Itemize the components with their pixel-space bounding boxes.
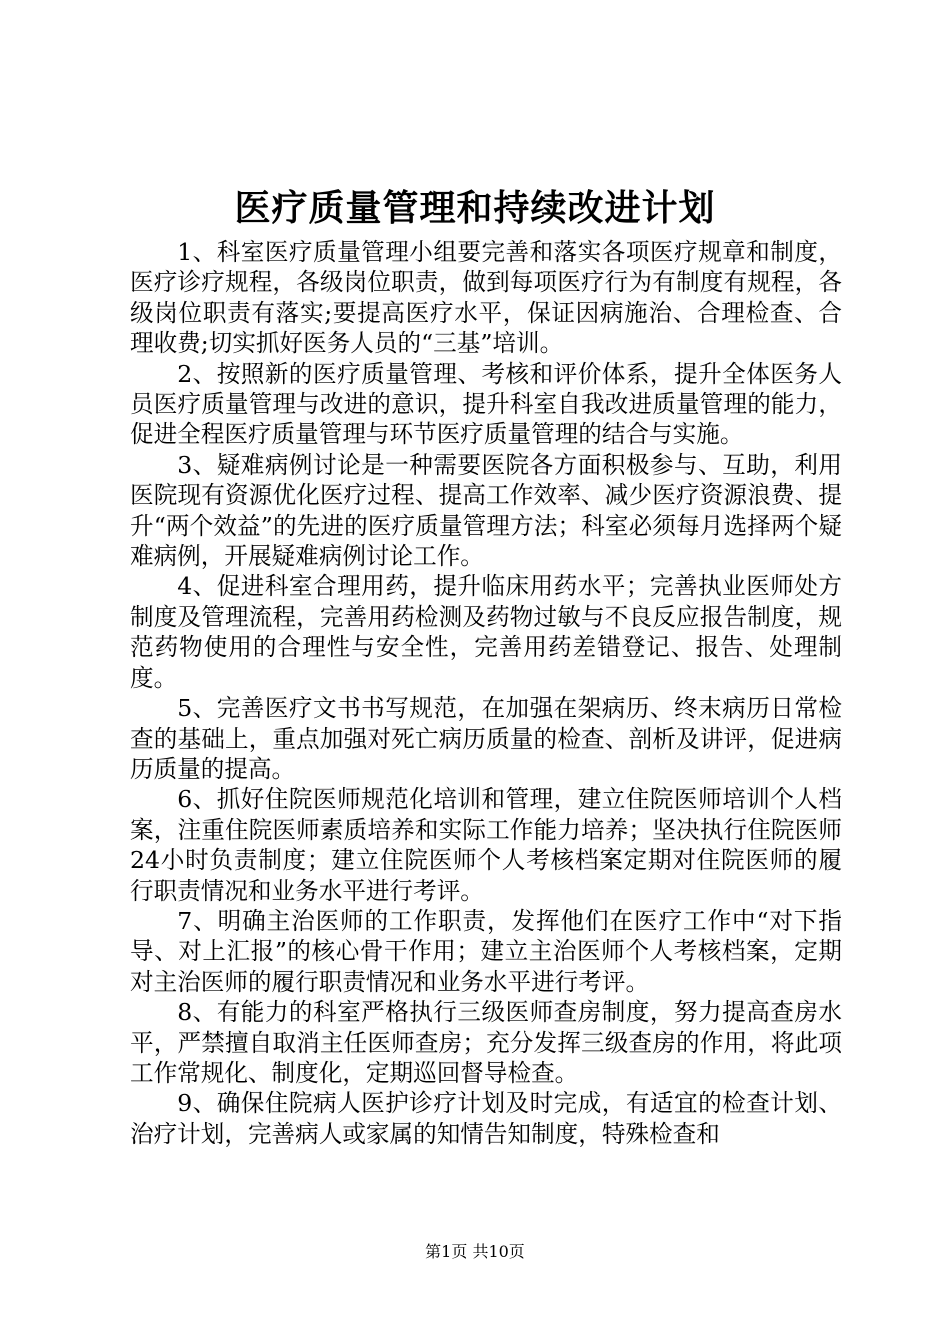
document-body [130, 237, 842, 1149]
paragraph-8: 8、有能力的科室严格执行三级医师查房制度，努力提高查房水平，严禁擅自取消主任医师查房；充分发挥三级查房的作用，将此项工作常规化、制度化，定期巡回督导检查。 [130, 998, 842, 1087]
document-title: 医疗质量管理和持续改进计划 [234, 187, 716, 229]
paragraph-7: 7、明确主治医师的工作职责，发挥他们在医疗工作中“对下指导、对上汇报”的核心骨干作用；建立主治医师个人考核档案，定期对主治医师的履行职责情况和业务水平进行考评。 [130, 906, 842, 996]
paragraph-9: 9、确保住院病人医护诊疗计划及时完成，有适宜的检查计划、治疗计划，完善病人或家属的知情告知制度，特殊检查和 [130, 1089, 842, 1148]
paragraph-5: 5、完善医疗文书书写规范，在加强在架病历、终末病历日常检查的基础上，重点加强对死亡病历质量的检查、剖析及讲评，促进病历质量的提高。 [130, 694, 842, 783]
paragraph-4: 4、促进科室合理用药，提升临床用药水平；完善执业医师处方制度及管理流程，完善用药检测及药物过敏与不良反应报告制度，规范药物使用的合理性与安全性，完善用药差错登记、报告、处理制度。 [130, 572, 842, 692]
page-number-footer: 第1页 共10页 [425, 1242, 525, 1261]
paragraph-1: 1、科室医疗质量管理小组要完善和落实各项医疗规章和制度，医疗诊疗规程，各级岗位职责，做到每项医疗行为有制度有规程，各级岗位职责有落实;要提高医疗水平，保证因病施治、合理检查、合理收费;切实抓好医务人员的“三基”培训。 [130, 238, 842, 358]
paragraph-2: 2、按照新的医疗质量管理、考核和评价体系，提升全体医务人员医疗质量管理与改进的意识，提升科室自我改进质量管理的能力，促进全程医疗质量管理与环节医疗质量管理的结合与实施。 [130, 359, 842, 449]
paragraph-3: 3、疑难病例讨论是一种需要医院各方面积极参与、互助，利用医院现有资源优化医疗过程、提高工作效率、减少医疗资源浪费、提升“两个效益”的先进的医疗质量管理方法；科室必须每月选择两个疑难病例，开展疑难病例讨论工作。 [130, 450, 842, 571]
paragraph-6: 6、抓好住院医师规范化培训和管理，建立住院医师培训个人档案，注重住院医师素质培养和实际工作能力培养；坚决执行住院医师24小时负责制度；建立住院医师个人考核档案定期对住院医师的履行职责情况和业务水平进行考评。 [130, 785, 842, 905]
